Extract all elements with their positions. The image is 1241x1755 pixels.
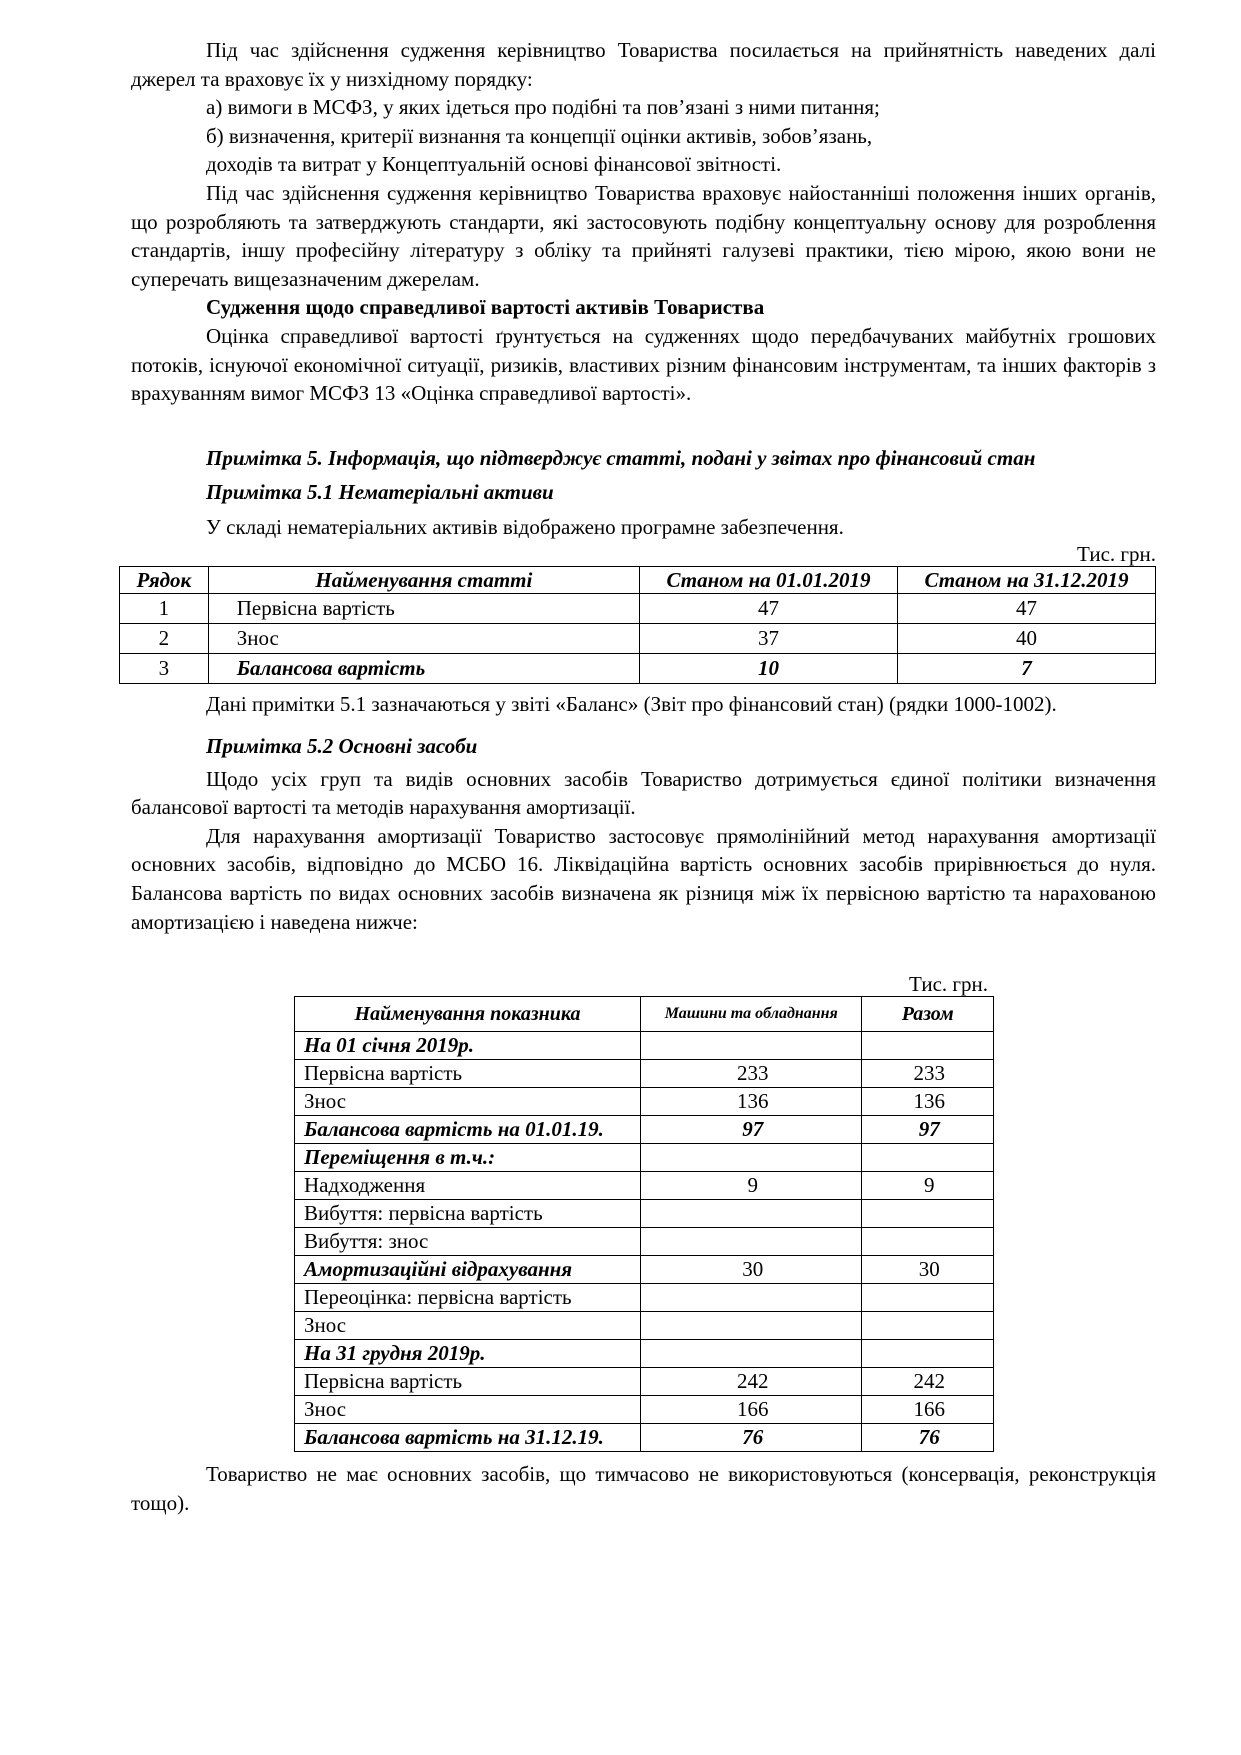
column-header: Машини та обладнання xyxy=(641,997,862,1032)
table-cell xyxy=(862,1200,994,1228)
table-cell: 233 xyxy=(862,1060,994,1088)
intangible-assets-table xyxy=(119,566,1156,684)
table-cell: Балансова вартість на 31.12.19. xyxy=(295,1424,641,1452)
table-cell: 47 xyxy=(897,593,1155,623)
table-cell: 30 xyxy=(862,1256,994,1284)
table-cell: Первісна вартість xyxy=(208,593,639,623)
paragraph: Товариство не має основних засобів, що тимчасово не використовуються (консервація, реконструкція тощо). xyxy=(131,1462,1156,1515)
table-cell: Балансова вартість на 01.01.19. xyxy=(295,1116,641,1144)
table-cell: 97 xyxy=(641,1116,862,1144)
table-cell: 1 xyxy=(120,593,209,623)
paragraph: Оцінка справедливої вартості ґрунтується на судженнях щодо передбачуваних майбутніх грошових потоків, існуючої економічної ситуації, ризиків, властивих різним фінансовим інструментам, та інших факторів з врахуванням вимог МСФЗ 13 «Оцінка справедливої вартості». xyxy=(131,323,1156,406)
table-cell: Первісна вартість xyxy=(295,1060,641,1088)
table-cell xyxy=(862,1340,994,1368)
table-cell xyxy=(641,1312,862,1340)
table-row xyxy=(295,1032,994,1060)
section-heading: Судження щодо справедливої вартості активів Товариства xyxy=(206,295,765,320)
table-cell: 136 xyxy=(641,1088,862,1116)
table-cell: 166 xyxy=(641,1396,862,1424)
table-cell: Знос xyxy=(208,623,639,653)
table-row xyxy=(295,1172,994,1200)
table-cell: Знос xyxy=(295,1312,641,1340)
fixed-assets-table xyxy=(294,996,994,1452)
paragraph: Під час здійснення судження керівництво Товариства посилається на прийнятність наведених далі джерел та враховує їх у низхідному порядку: xyxy=(131,38,1156,91)
table-row xyxy=(295,1060,994,1088)
paragraph: У складі нематеріальних активів відображено програмне забезпечення. xyxy=(206,514,844,539)
table-cell: Первісна вартість xyxy=(295,1368,641,1396)
table-cell xyxy=(641,1032,862,1060)
column-header: Станом на 01.01.2019 xyxy=(639,566,897,593)
column-header: Найменування статті xyxy=(208,566,639,593)
paragraph: Дані примітки 5.1 зазначаються у звіті «Баланс» (Звіт про фінансовий стан) (рядки 1000-1002). xyxy=(206,691,1057,716)
table-cell: На 01 січня 2019р. xyxy=(295,1032,641,1060)
table-cell: 166 xyxy=(862,1396,994,1424)
table-cell: Амортизаційні відрахування xyxy=(295,1256,641,1284)
list-item: б) визначення, критерії визнання та концепції оцінки активів, зобов’язань, xyxy=(206,123,873,148)
table-cell: Знос xyxy=(295,1396,641,1424)
table-cell: На 31 грудня 2019р. xyxy=(295,1340,641,1368)
table-header-row xyxy=(295,997,994,1032)
table-cell: 7 xyxy=(897,653,1155,683)
paragraph: Щодо усіх груп та видів основних засобів Товариство дотримується єдиної політики визначення балансової вартості та методів нарахування амортизації. xyxy=(131,766,1156,820)
table-cell xyxy=(862,1144,994,1172)
table-cell: Надходження xyxy=(295,1172,641,1200)
table-cell: Балансова вартість xyxy=(208,653,639,683)
table-row xyxy=(295,1340,994,1368)
table-row xyxy=(295,1144,994,1172)
table-cell: Переміщення в т.ч.: xyxy=(295,1144,641,1172)
table-row xyxy=(295,1200,994,1228)
table-row xyxy=(120,623,1156,653)
table-row xyxy=(120,593,1156,623)
table-cell: 9 xyxy=(862,1172,994,1200)
column-header: Станом на 31.12.2019 xyxy=(897,566,1155,593)
paragraph: Для нарахування амортизації Товариство застосовує прямолінійний метод нарахування амортизації основних засобів, відповідно до МСБО 16. Ліквідаційна вартість основних засобів прирівнюється до нуля. Балансова вартість по видах основних засобів визначена як різниця між їх первісною вартістю та нарахованою амортизацією і наведена нижче: xyxy=(131,823,1156,934)
table-cell xyxy=(641,1284,862,1312)
table-cell: Вибуття: первісна вартість xyxy=(295,1200,641,1228)
table-cell: 40 xyxy=(897,623,1155,653)
table-row xyxy=(295,1088,994,1116)
column-header: Найменування показника xyxy=(295,997,641,1032)
unit-label: Тис. грн. xyxy=(1077,541,1156,566)
table-cell xyxy=(641,1144,862,1172)
table-cell: 76 xyxy=(641,1424,862,1452)
table-cell: 233 xyxy=(641,1060,862,1088)
table-row xyxy=(295,1228,994,1256)
table-row xyxy=(295,1256,994,1284)
table-cell xyxy=(862,1284,994,1312)
table-cell: Знос xyxy=(295,1088,641,1116)
fixed-assets-table-block xyxy=(294,972,994,1452)
document-page xyxy=(131,36,1156,1517)
table-cell: 47 xyxy=(639,593,897,623)
unit-label: Тис. грн. xyxy=(909,972,988,997)
table-cell: 242 xyxy=(862,1368,994,1396)
table-cell xyxy=(641,1200,862,1228)
paragraph: Під час здійснення судження керівництво Товариства враховує найостанніші положення інших органів, що розробляють та затверджують стандарти, які застосовують подібну концептуальну основу для розроблення стандартів, іншу професійну літературу з обліку та прийняті галузеві практики, тією мірою, якою вони не суперечать вищезазначеним джерелам. xyxy=(131,180,1156,291)
table-cell xyxy=(862,1312,994,1340)
table-row xyxy=(295,1312,994,1340)
list-item: а) вимоги в МСФЗ, у яких ідеться про подібні та пов’язані з ними питання; xyxy=(206,95,880,120)
table-header-row xyxy=(120,566,1156,593)
table-cell: 76 xyxy=(862,1424,994,1452)
table-cell: Переоцінка: первісна вартість xyxy=(295,1284,641,1312)
note-subtitle: Примітка 5.1 Нематеріальні активи xyxy=(206,480,554,505)
list-item-continuation: доходів та витрат у Концептуальній основі фінансової звітності. xyxy=(206,152,782,177)
table-row xyxy=(295,1396,994,1424)
table-row xyxy=(295,1284,994,1312)
table-cell xyxy=(862,1032,994,1060)
table-cell: 37 xyxy=(639,623,897,653)
table-cell: 10 xyxy=(639,653,897,683)
table-row xyxy=(295,1116,994,1144)
table-cell: 9 xyxy=(641,1172,862,1200)
column-header: Рядок xyxy=(120,566,209,593)
note-title: Примітка 5. Інформація, що підтверджує статті, подані у звітах про фінансовий стан xyxy=(206,445,1036,470)
table-row-total xyxy=(295,1424,994,1452)
table-cell: 3 xyxy=(120,653,209,683)
table-cell xyxy=(641,1228,862,1256)
column-header: Разом xyxy=(862,997,994,1032)
note-subtitle: Примітка 5.2 Основні засоби xyxy=(206,734,478,759)
table-row-total xyxy=(120,653,1156,683)
table-cell: 97 xyxy=(862,1116,994,1144)
table-cell: 30 xyxy=(641,1256,862,1284)
table-row xyxy=(295,1368,994,1396)
table-cell xyxy=(862,1228,994,1256)
table-cell xyxy=(641,1340,862,1368)
table-cell: 242 xyxy=(641,1368,862,1396)
table-cell: 136 xyxy=(862,1088,994,1116)
table-cell: Вибуття: знос xyxy=(295,1228,641,1256)
table-cell: 2 xyxy=(120,623,209,653)
